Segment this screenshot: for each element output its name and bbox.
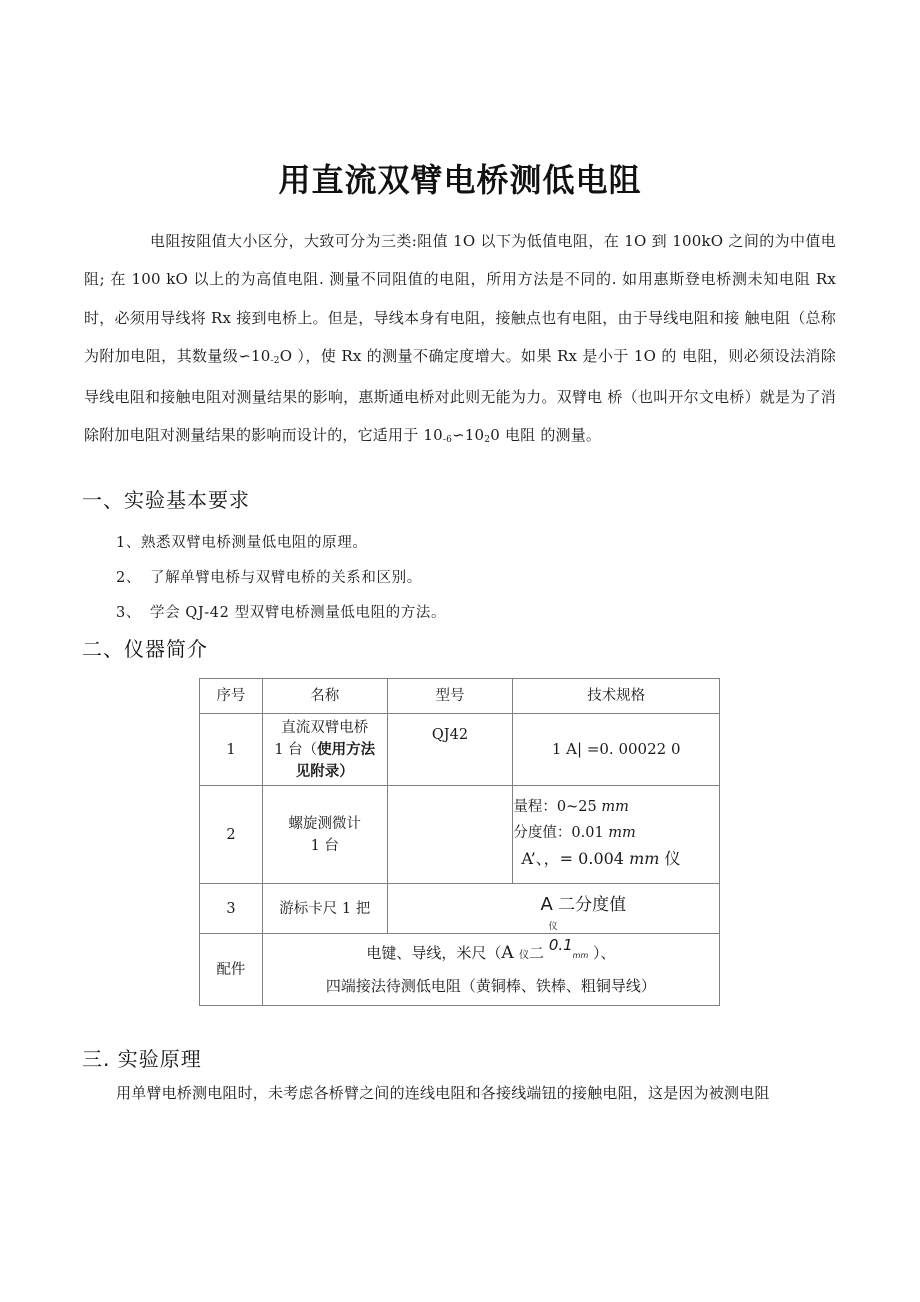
spec-label: 分度值：	[513, 825, 572, 841]
intro-exponent-2: -6	[442, 435, 453, 446]
list-item-number: 1、	[116, 535, 141, 551]
spec-suffix: 仪	[659, 849, 681, 868]
accessories-line	[263, 938, 719, 971]
cell-spec	[387, 884, 719, 934]
intro-paragraph	[84, 222, 836, 458]
formula-symbol: A	[501, 943, 520, 963]
cell-name	[262, 714, 387, 786]
list-item-number: 2、	[116, 570, 141, 586]
spec-value: 0.01	[571, 825, 609, 841]
table-row	[200, 786, 720, 884]
spec-formula	[540, 894, 627, 932]
cell-name	[262, 786, 387, 884]
name-line: 直流双臂电桥	[281, 719, 369, 736]
accessories-line: 四端接法待测低电阻（黄铜棒、铁棒、粗铜导线）	[325, 977, 656, 995]
formula-text: 二分度值	[552, 895, 627, 915]
column-header-name: 名称	[262, 679, 387, 714]
section-heading-requirements: 一、实验基本要求	[82, 488, 250, 512]
name-bold-text: 使用方法	[317, 741, 376, 758]
name-line: 见附录）	[295, 763, 354, 780]
spec-unit: mm	[608, 825, 636, 841]
spec-label: 量程：	[513, 799, 557, 815]
spec-value: 0~25	[556, 799, 602, 815]
intro-text-3: ∽10	[452, 426, 485, 445]
spec-division	[513, 820, 719, 846]
cell-name: 游标卡尺 1 把	[262, 884, 387, 934]
spec-text: 1 A| =0. 00022 0	[551, 740, 681, 758]
formula-symbol: A	[540, 894, 553, 915]
formula-value: 0.1	[548, 936, 573, 954]
intro-text-1: 电阻按阻值大小区分，大致可分为三类:阻值 1O 以下为低值电阻，在 1O 到 100kO 之间的为中值电阻; 在 100 kO 以上的为高值电阻. 测量不同阻值的电阻，所用方法是不同的. 如用惠斯登电桥测未知电阻 Rx 时，必须用导线将 Rx 接到电桥上。但是，导线本身有电阻，接触点也有电阻，由于导线电阻和接 触电阻（总称为附加电阻，其数量级∽10	[84, 232, 836, 365]
cell-seq: 1	[200, 714, 263, 786]
cell-model: QJ42	[387, 714, 513, 786]
spec-value: A’、，= 0.004	[521, 849, 630, 868]
accessories-text: ）、	[588, 944, 616, 962]
intro-exponent-1: -2	[270, 355, 280, 366]
intro-exponent-3: 2	[484, 435, 491, 446]
list-item	[116, 596, 446, 631]
formula-unit: mm	[572, 951, 589, 960]
cell-spec	[513, 714, 720, 786]
spec-range	[513, 794, 719, 820]
spec-error	[513, 846, 719, 872]
spec-unit: mm	[601, 799, 629, 815]
name-line	[263, 739, 387, 761]
list-item	[116, 561, 446, 596]
name-line: 螺旋测微计	[288, 815, 361, 832]
formula-subscript: 仪	[548, 922, 558, 932]
list-item-text: 了解单臂电桥与双臂电桥的关系和区别。	[150, 570, 422, 586]
section-heading-instruments: 二、仪器简介	[82, 637, 208, 661]
formula-subscript: 仪	[519, 950, 530, 961]
table-row	[200, 714, 720, 786]
requirements-list	[116, 526, 446, 631]
accessories-text: 电键、导线，米尺（	[366, 944, 502, 962]
table-row	[200, 934, 720, 1006]
name-text: 1 台（	[274, 741, 318, 758]
formula-text: 二	[529, 944, 549, 962]
intro-text-2: O ），使 Rx 的测量不确定度增大。如果 Rx 是小于 1O 的 电阻，则必须设法消除导线电阻和接触电阻对测量结果的影响，惠斯通电桥对此则无能为力。双臂电 桥（也叫开尔文电桥）就是为了消除附加电阻对测量结果的影响而设计的，它适用于 10	[84, 346, 837, 445]
cell-seq: 3	[200, 884, 263, 934]
column-header-spec: 技术规格	[513, 679, 720, 714]
cell-spec	[513, 786, 720, 884]
column-header-seq: 序号	[200, 679, 263, 714]
table-header-row	[200, 679, 720, 714]
list-item-text: 熟悉双臂电桥测量低电阻的原理。	[140, 535, 368, 551]
cell-accessories	[262, 934, 719, 1006]
cell-seq: 2	[200, 786, 263, 884]
list-item-number: 3、	[116, 605, 141, 621]
list-item-text: 学会 QJ-42 型双臂电桥测量低电阻的方法。	[150, 605, 447, 621]
cell-seq: 配件	[200, 934, 263, 1006]
page-title: 用直流双臂电桥测低电阻	[278, 161, 642, 200]
list-item	[116, 526, 446, 561]
table-row	[200, 884, 720, 934]
cell-model	[387, 786, 513, 884]
instruments-table	[199, 678, 720, 1006]
name-line: 1 台	[310, 837, 339, 854]
principle-paragraph: 用单臂电桥测电阻时，未考虑各桥臂之间的连线电阻和各接线端钮的接触电阻，这是因为被测电阻	[116, 1084, 770, 1102]
column-header-model: 型号	[387, 679, 513, 714]
intro-text-4: 0 电阻 的测量。	[490, 426, 602, 445]
spec-unit: mm	[629, 849, 660, 868]
section-heading-principle: 三. 实验原理	[82, 1047, 202, 1071]
